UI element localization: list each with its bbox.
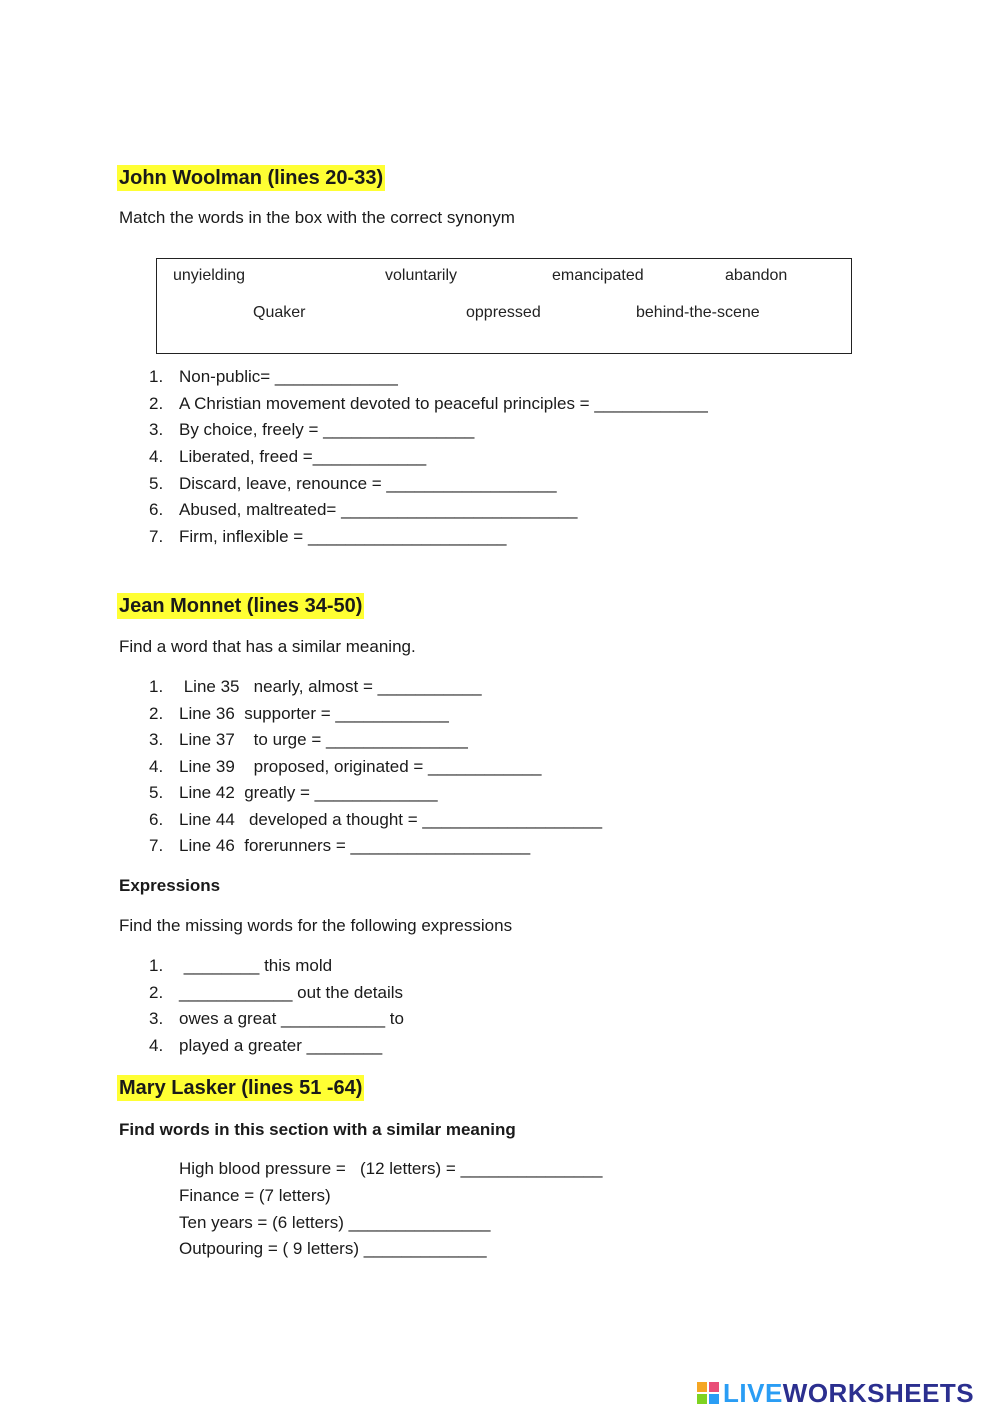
list-number: 2.	[149, 704, 164, 723]
word-box-item: oppressed	[466, 304, 541, 321]
list-number: 4.	[149, 757, 164, 776]
list-item[interactable]: Line 44 developed a thought = ___________________	[179, 810, 603, 829]
instruction-match: Match the words in the box with the correct synonym	[119, 208, 515, 227]
list-item[interactable]: played a greater ________	[179, 1036, 383, 1055]
list-number: 5.	[149, 783, 164, 802]
list-number: 3.	[149, 1009, 164, 1028]
list-item[interactable]: High blood pressure = (12 letters) = _______________	[179, 1159, 603, 1178]
word-box-item: unyielding	[173, 267, 246, 284]
list-item[interactable]: ____________ out the details	[179, 983, 404, 1002]
liveworksheets-logo	[697, 1378, 974, 1408]
list-item[interactable]: ________ this mold	[179, 956, 333, 975]
word-box-item: emancipated	[552, 267, 644, 284]
list-item[interactable]: Outpouring = ( 9 letters) _____________	[179, 1239, 487, 1258]
word-box	[156, 258, 852, 354]
list-number: 6.	[149, 500, 164, 519]
instruction-missing-words: Find the missing words for the following expressions	[119, 916, 513, 935]
list-item[interactable]: A Christian movement devoted to peaceful principles = ____________	[179, 394, 708, 413]
instruction-find-words: Find words in this section with a similar meaning	[119, 1120, 516, 1139]
list-item[interactable]: Line 39 proposed, originated = ____________	[179, 757, 542, 776]
logo-mark-icon	[697, 1382, 719, 1404]
list-number: 4.	[149, 1036, 164, 1055]
word-box-item: voluntarily	[385, 267, 458, 284]
word-box-item: behind-the-scene	[636, 304, 760, 321]
list-item[interactable]: By choice, freely = ________________	[179, 420, 475, 439]
word-box-item: abandon	[725, 267, 788, 284]
list-number: 2.	[149, 394, 164, 413]
list-number: 7.	[149, 836, 164, 855]
section-heading-jean-monnet: Jean Monnet (lines 34-50)	[119, 595, 363, 617]
list-number: 5.	[149, 474, 164, 493]
list-number: 3.	[149, 420, 164, 439]
list-item[interactable]: Line 36 supporter = ____________	[179, 704, 449, 723]
list-number: 4.	[149, 447, 164, 466]
list-item[interactable]: Ten years = (6 letters) _______________	[179, 1213, 491, 1232]
instruction-similar-meaning: Find a word that has a similar meaning.	[119, 637, 416, 656]
list-number: 1.	[149, 956, 164, 975]
list-item[interactable]: Line 35 nearly, almost = ___________	[179, 677, 482, 696]
list-item[interactable]: Line 46 forerunners = ___________________	[179, 836, 531, 855]
list-number: 2.	[149, 983, 164, 1002]
list-item[interactable]: owes a great ___________ to	[179, 1009, 404, 1028]
logo-text: LIVEWORKSHEETS	[723, 1377, 975, 1408]
list-item[interactable]: Firm, inflexible = _____________________	[179, 527, 507, 546]
list-item[interactable]: Line 42 greatly = _____________	[179, 783, 438, 802]
section-heading-john-woolman: John Woolman (lines 20-33)	[119, 167, 384, 189]
list-number: 1.	[149, 677, 164, 696]
word-box-item: Quaker	[253, 304, 306, 321]
list-item[interactable]: Discard, leave, renounce = __________________	[179, 474, 557, 493]
list-item[interactable]: Liberated, freed =____________	[179, 447, 427, 466]
list-number: 1.	[149, 367, 164, 386]
section-heading-mary-lasker: Mary Lasker (lines 51 -64)	[119, 1077, 363, 1099]
list-number: 7.	[149, 527, 164, 546]
list-number: 3.	[149, 730, 164, 749]
expressions-subheading: Expressions	[119, 876, 221, 895]
list-number: 6.	[149, 810, 164, 829]
list-item[interactable]: Finance = (7 letters)	[179, 1186, 331, 1205]
list-item[interactable]: Line 37 to urge = _______________	[179, 730, 468, 749]
list-item[interactable]: Non-public= _____________	[179, 367, 398, 386]
list-item[interactable]: Abused, maltreated= _________________________	[179, 500, 578, 519]
